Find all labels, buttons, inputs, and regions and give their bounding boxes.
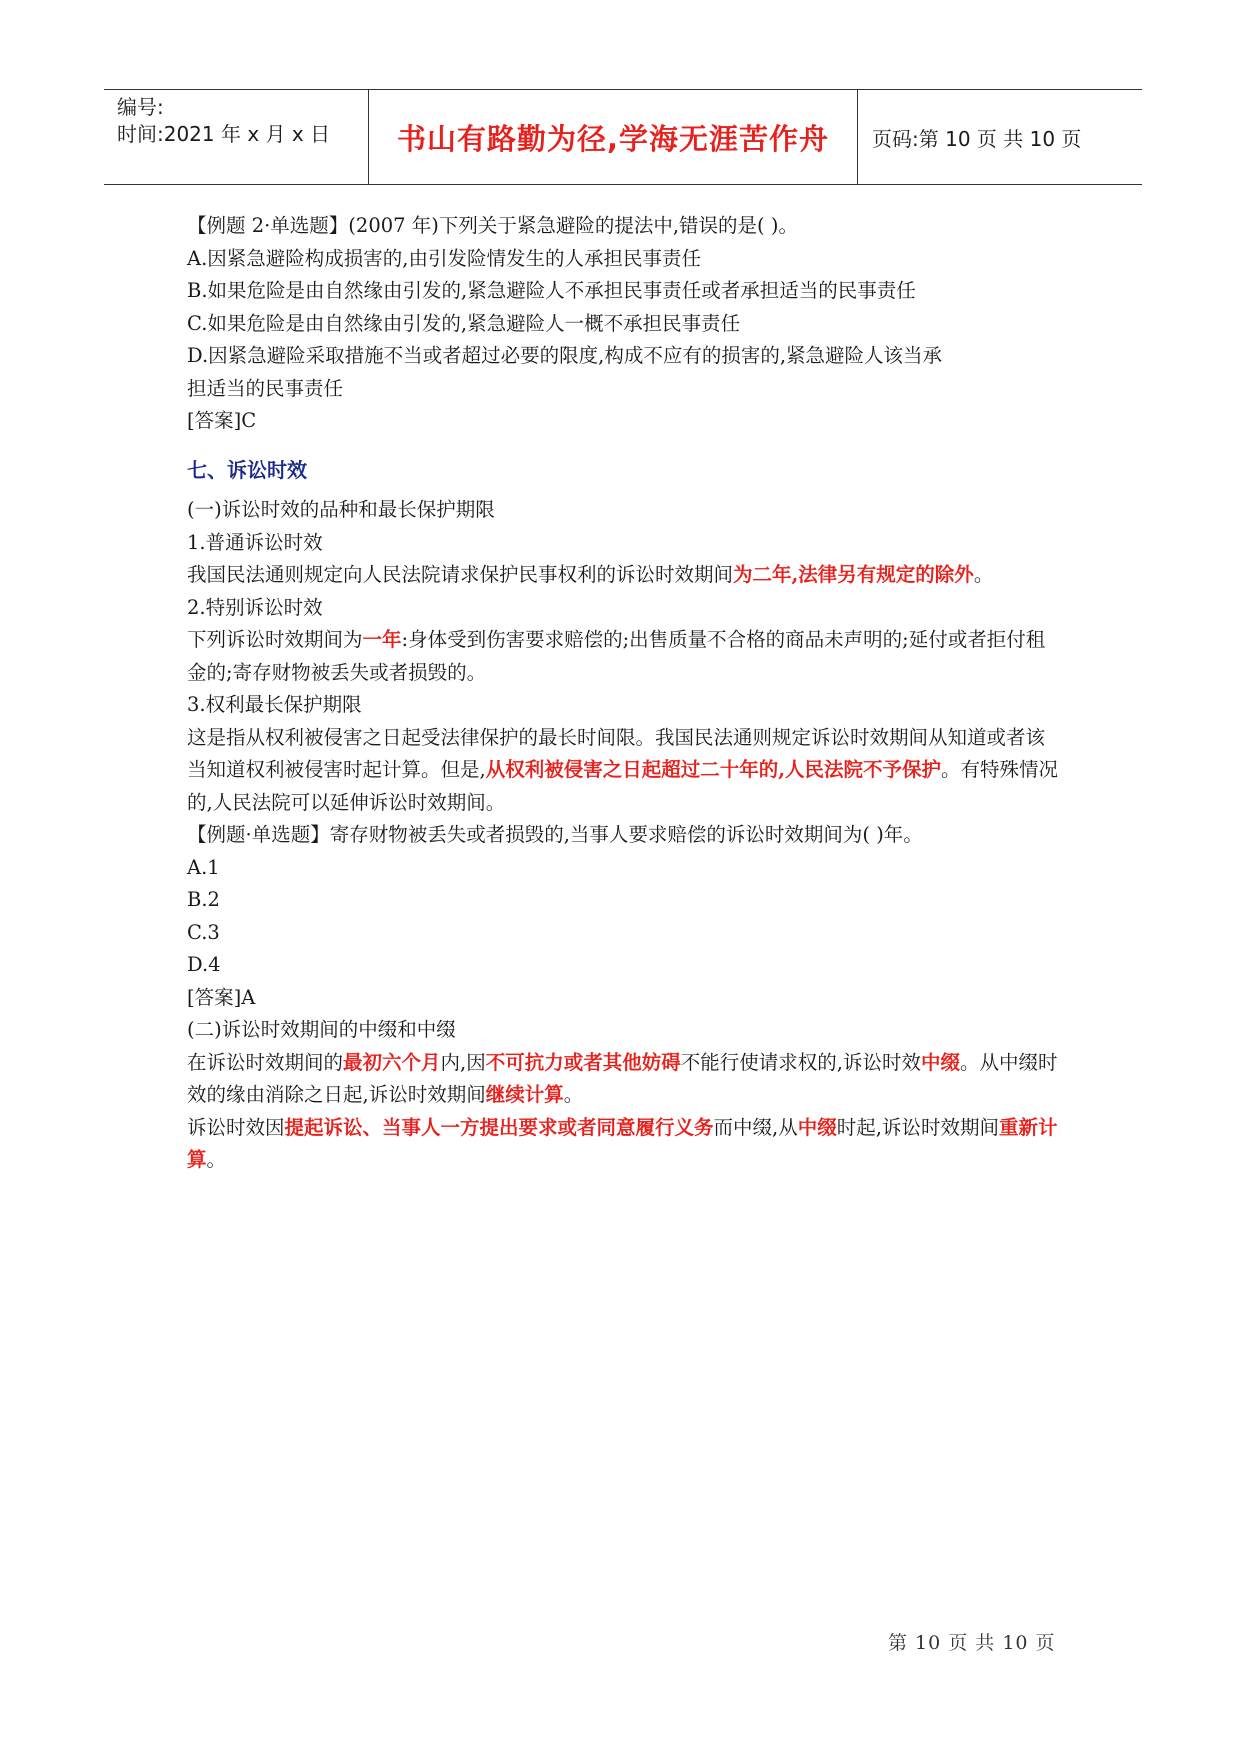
example1-option-d-cont: 担适当的民事责任 [187,376,344,400]
example1-option-b: B.如果危险是由自然缘由引发的,紧急避险人不承担民事责任或者承担适当的民事责任 [187,279,916,302]
subsection-2-title: (二)诉讼时效期间的中缀和中缀 [187,1018,456,1041]
header-meta-cell [104,90,369,184]
item3-title: 3.权利最长保护期限 [187,693,362,716]
example1-answer: [答案]C [187,409,257,432]
example1-option-c: C.如果危险是由自然缘由引发的,紧急避险人一概不承担民事责任 [187,311,741,335]
document-body [187,210,1059,1177]
example2-option-a: A.1 [187,855,220,879]
suspension-paragraph: 在诉讼时效期间的最初六个月内,因不可抗力或者其他妨碍不能行使请求权的,诉讼时效中缀。从中缀时效的缘由消除之日起,诉讼时效期间继续计算。 [187,1050,1058,1106]
example1-option-a: A.因紧急避险构成损害的,由引发险情发生的人承担民事责任 [187,246,701,270]
item3-paragraph: 这是指从权利被侵害之日起受法律保护的最长时间限。我国民法通则规定诉讼时效期间从知道或者该当知道权利被侵害时起计算。但是,从权利被侵害之日起超过二十年的,人民法院不予保护。有特殊情况的,人民法院可以延伸诉讼时效期间。 [187,725,1059,814]
item1-title: 1.普通诉讼时效 [187,530,323,554]
example1-option-d: D.因紧急避险采取措施不当或者超过必要的限度,构成不应有的损害的,紧急避险人该当承 [187,344,943,367]
subsection-1-title: (一)诉讼时效的品种和最长保护期限 [187,498,495,521]
section-heading: 七、诉讼时效 [187,457,307,482]
header-motto-cell [369,90,858,184]
header-page-cell [858,90,1142,184]
number-label: 编号: [117,95,164,119]
example2-option-b: B.2 [187,888,220,911]
item3-highlight: 从权利被侵害之日起超过二十年的,人民法院不予保护 [485,758,941,781]
item2-paragraph: 下列诉讼时效期间为一年:身体受到伤害要求赔偿的;出售质量不合格的商品未声明的;延付或者拒付租金的;寄存财物被丢失或者损毁的。 [187,628,1046,684]
example2-option-c: C.3 [187,920,220,944]
example2-option-d: D.4 [187,953,221,976]
time-label: 时间:2021 年 x 月 x 日 [117,122,331,146]
page-header [104,89,1142,185]
interruption-paragraph: 诉讼时效因提起诉讼、当事人一方提出要求或者同意履行义务而中缀,从中缀时起,诉讼时效期间重新计算。 [187,1115,1058,1171]
item1-highlight: 为二年,法律另有规定的除外 [733,563,974,586]
item2-highlight: 一年 [362,628,402,651]
item1-paragraph: 我国民法通则规定向人民法院请求保护民事权利的诉讼时效期间为二年,法律另有规定的除外。 [187,563,994,586]
example2-question: 【例题·单选题】寄存财物被丢失或者损毁的,当事人要求赔偿的诉讼时效期间为( )年。 [187,823,923,846]
page-info: 页码:第 10 页 共 10 页 [872,126,1082,151]
motto-text: 书山有路勤为径,学海无涯苦作舟 [396,121,830,156]
page-footer: 第 10 页 共 10 页 [888,1632,1056,1654]
example1-question: 【例题 2·单选题】(2007 年)下列关于紧急避险的提法中,错误的是( )。 [187,214,798,237]
example2-answer: [答案]A [187,985,256,1009]
item2-title: 2.特别诉讼时效 [187,595,323,619]
